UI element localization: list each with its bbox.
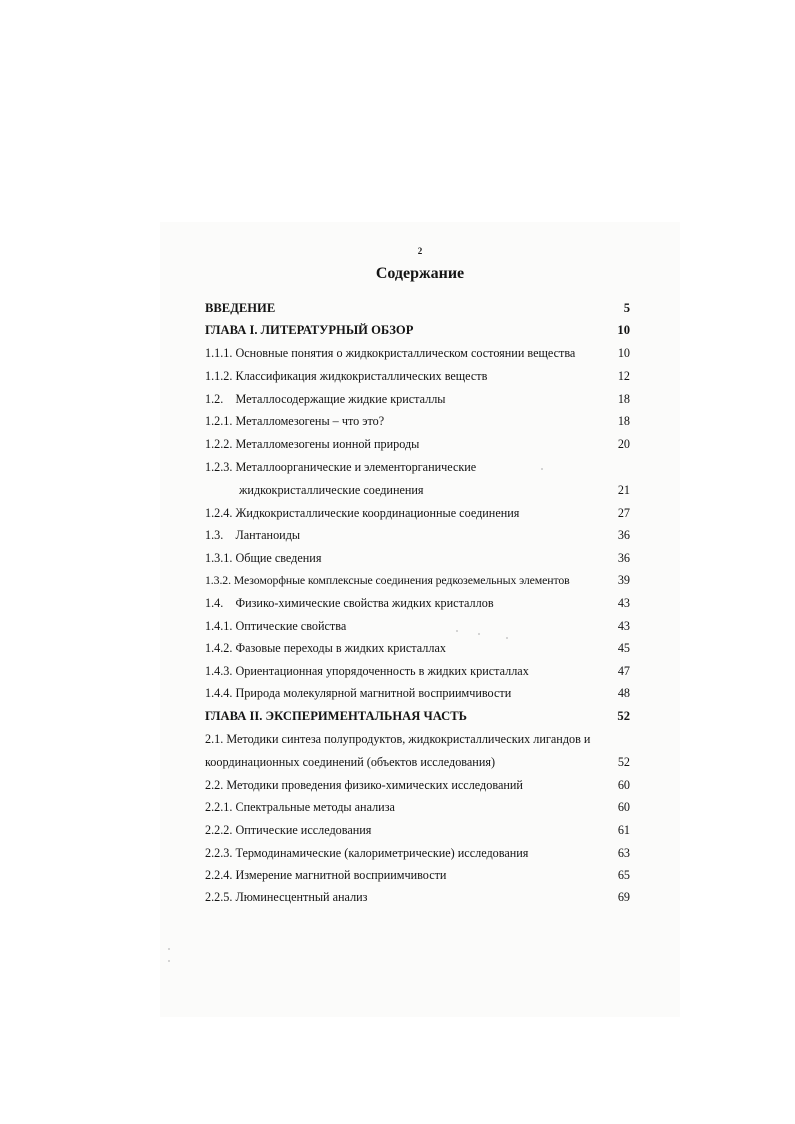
toc-entry-text: 1.3.2. Мезоморфные комплексные соединения редкоземельных элементов [205, 573, 570, 587]
toc-entry-text: 1.4. Физико-химические свойства жидких кристаллов [205, 596, 494, 610]
toc-entry-text: 1.4.1. Оптические свойства [205, 619, 347, 633]
toc-entry-page: 21 [617, 483, 630, 497]
toc-entry-page: 43 [617, 619, 630, 633]
toc-entry-page: 27 [617, 506, 630, 520]
page-title: Содержание [375, 265, 465, 282]
toc-entry-text: жидкокристаллические соединения [239, 483, 424, 497]
toc-entry-page: 47 [617, 664, 630, 678]
toc-entry [205, 525, 630, 545]
toc-entry-text: 1.3.1. Общие сведения [205, 551, 322, 565]
toc-entry-text: 1.4.3. Ориентационная упорядоченность в жидких кристаллах [205, 664, 529, 678]
toc-entry-page: 10 [617, 346, 630, 360]
toc-entry [205, 638, 630, 658]
toc-entry-text: 2.2.2. Оптические исследования [205, 823, 372, 837]
toc-entry-page: 5 [623, 301, 630, 315]
toc-entry-chapter-2 [205, 706, 630, 726]
scan-speck [168, 960, 170, 962]
toc-entry [205, 820, 630, 840]
toc-entry-page: 45 [617, 641, 630, 655]
toc-entry [205, 389, 630, 409]
toc-entry-text: 1.2.3. Металлоорганические и элементорганические [205, 460, 477, 474]
toc-entry-page: 36 [617, 528, 630, 542]
toc-entry-text: 1.2.1. Металломезогены – что это? [205, 414, 385, 428]
toc-entry-text: 2.2.4. Измерение магнитной восприимчивости [205, 868, 447, 882]
toc-entry [205, 434, 630, 454]
toc-entry-page: 65 [617, 868, 630, 882]
toc-entry [205, 570, 630, 590]
toc-entry-text: 1.1.2. Классификация жидкокристаллических веществ [205, 369, 488, 383]
toc-entry-text: 1.1.1. Основные понятия о жидкокристаллическом состоянии вещества [205, 346, 576, 360]
toc-entry-text: ВВЕДЕНИЕ [205, 301, 276, 315]
toc-entry-page: 52 [617, 755, 630, 769]
toc-entry [205, 616, 630, 636]
toc-entry-text: 2.2.5. Люминесцентный анализ [205, 890, 368, 904]
scan-speck [168, 948, 170, 950]
toc-entry [205, 683, 630, 703]
toc-entry-text: ГЛАВА I. ЛИТЕРАТУРНЫЙ ОБЗОР [205, 323, 414, 337]
toc-entry [205, 548, 630, 568]
toc-entry [205, 661, 630, 681]
toc-entry-page: 18 [617, 392, 630, 406]
toc-entry [205, 775, 630, 795]
toc-entry [205, 411, 630, 431]
toc-entry-text: 1.2.2. Металломезогены ионной природы [205, 437, 420, 451]
scan-speck [478, 633, 480, 635]
toc-entry-page: 52 [617, 709, 630, 723]
toc-entry-text: координационных соединений (объектов исследования) [205, 755, 496, 769]
toc-entry-continuation [205, 480, 630, 500]
toc-entry-page: 39 [617, 573, 630, 587]
toc-entry-text: 1.4.4. Природа молекулярной магнитной восприимчивости [205, 686, 512, 700]
toc-entry-continuation [205, 752, 630, 772]
toc-entry-page: 20 [617, 437, 630, 451]
toc-entry-text: 2.1. Методики синтеза полупродуктов, жидкокристаллических лигандов и [205, 732, 591, 746]
scan-speck [506, 637, 508, 639]
toc-entry-page: 48 [617, 686, 630, 700]
toc-entry-text: ГЛАВА II. ЭКСПЕРИМЕНТАЛЬНАЯ ЧАСТЬ [205, 709, 468, 723]
toc-entry-text: 1.2.4. Жидкокристаллические координационные соединения [205, 506, 520, 520]
toc-entry-page: 43 [617, 596, 630, 610]
toc-entry-page: 63 [617, 846, 630, 860]
toc-entry-page: 61 [617, 823, 630, 837]
toc-entry-page: 12 [617, 369, 630, 383]
toc-entry-chapter-1 [205, 320, 630, 340]
toc-entry-introduction [205, 298, 630, 318]
toc-entry-page: 10 [617, 323, 630, 337]
toc-entry [205, 457, 630, 477]
toc-entry-text: 1.4.2. Фазовые переходы в жидких кристаллах [205, 641, 446, 655]
toc-entry-page: 18 [617, 414, 630, 428]
toc-entry-page: 36 [617, 551, 630, 565]
toc-entry [205, 729, 630, 749]
toc-entry-text: 2.2.1. Спектральные методы анализа [205, 800, 395, 814]
toc-entry-text: 2.2. Методики проведения физико-химических исследований [205, 778, 523, 792]
toc-entry [205, 343, 630, 363]
toc-entry-text: 1.3. Лантаноиды [205, 528, 301, 542]
toc-entry [205, 887, 630, 907]
toc-entry [205, 843, 630, 863]
scan-speck [541, 468, 543, 470]
toc-entry [205, 797, 630, 817]
toc-entry-page: 60 [617, 800, 630, 814]
toc-entry [205, 503, 630, 523]
scan-speck [456, 630, 458, 632]
toc-entry-page: 69 [617, 890, 630, 904]
toc-entry-text: 2.2.3. Термодинамические (калориметрические) исследования [205, 846, 529, 860]
toc-entry-page: 60 [617, 778, 630, 792]
toc-entry-text: 1.2. Металлосодержащие жидкие кристаллы [205, 392, 446, 406]
toc-entry [205, 865, 630, 885]
toc-entry [205, 366, 630, 386]
toc-entry [205, 593, 630, 613]
page-number: 2 [417, 246, 423, 256]
